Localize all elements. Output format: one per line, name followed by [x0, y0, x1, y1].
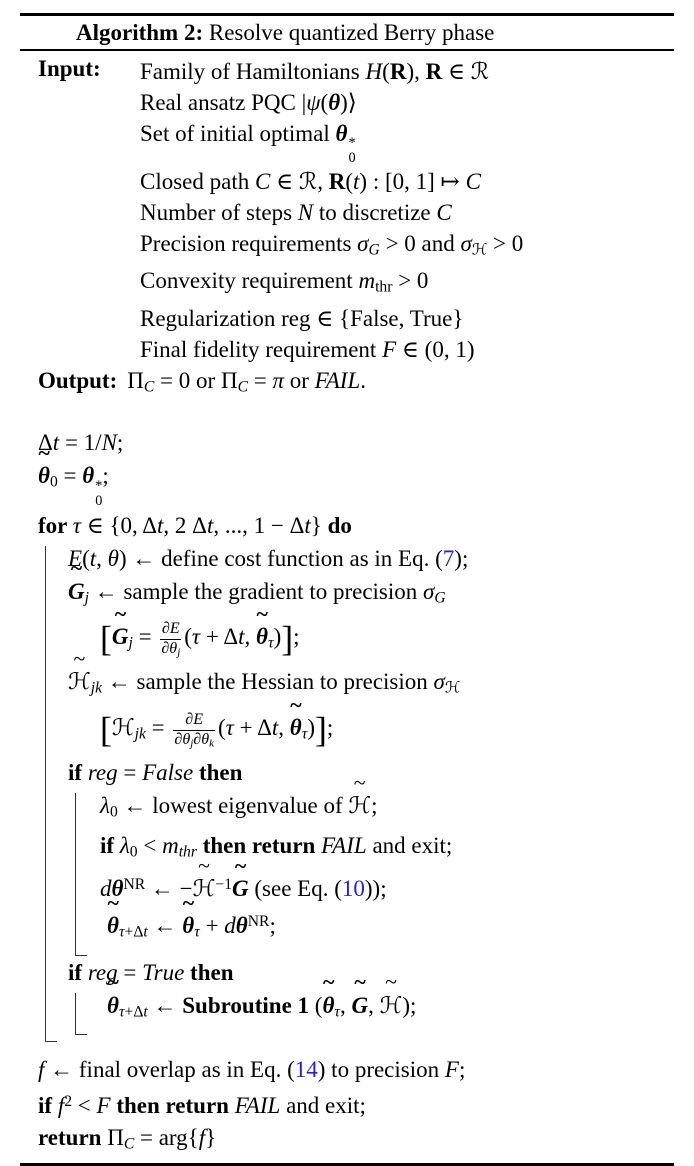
math-token: θ ~ — [256, 620, 268, 653]
math-token: ( — [218, 714, 226, 740]
math-token: ℋ — [111, 714, 135, 740]
math-token: jk — [134, 725, 146, 743]
math-token: H — [365, 58, 383, 84]
math-token: ( — [320, 89, 329, 115]
math-token: NR — [247, 913, 270, 931]
math-token: Π — [220, 367, 238, 393]
math-token: for — [38, 512, 73, 538]
math-token: = — [145, 714, 171, 740]
if-false-header — [68, 756, 674, 789]
math-token: Subroutine 1 — [182, 992, 310, 1018]
math-token: F — [96, 1093, 111, 1119]
math-token: G ~ — [68, 575, 85, 608]
math-token: −1 — [215, 876, 233, 894]
math-token: t — [143, 1003, 148, 1021]
math-token: θ ~ — [290, 711, 302, 744]
math-token: +Δ — [124, 923, 144, 941]
eq-ref-link[interactable]: 10 — [341, 876, 365, 902]
if-statement — [100, 829, 674, 868]
math-token: Set of initial optimal — [140, 120, 336, 146]
math-token: ℋ — [471, 241, 488, 259]
math-token: t — [271, 714, 279, 740]
math-token: (see Eq. ( — [248, 876, 342, 902]
if-statement — [107, 905, 674, 948]
math-token: λ — [100, 793, 110, 819]
math-token: t — [89, 545, 97, 571]
math-token: G — [368, 241, 380, 259]
math-token: θ — [335, 120, 348, 146]
algorithm-box — [20, 13, 674, 1166]
final-statements — [20, 1054, 674, 1160]
math-token: ← lowest eigenvalue of — [117, 793, 349, 819]
math-token: > 0 — [392, 268, 429, 294]
input-label: Input: — [38, 55, 101, 81]
loop-statement — [68, 665, 674, 704]
math-token: λ — [119, 832, 130, 858]
input-block — [38, 56, 674, 365]
math-token: , — [96, 545, 108, 571]
math-token: Closed path — [140, 168, 255, 194]
math-token: k — [209, 737, 214, 750]
math-token: θ ~ — [107, 909, 119, 942]
math-token: τ — [72, 512, 81, 538]
math-token: ) to precision — [317, 1057, 445, 1083]
math-token: f — [198, 1125, 206, 1151]
math-token: Family of Hamiltonians — [140, 58, 366, 84]
math-token: j — [128, 634, 133, 652]
math-token: , 2 Δ — [163, 512, 207, 538]
math-token: Δ — [38, 430, 53, 456]
math-token: } — [205, 1125, 217, 1151]
math-token: m — [162, 832, 179, 858]
math-token: θ — [235, 913, 248, 939]
math-token: R — [328, 168, 346, 194]
math-token: . — [360, 367, 367, 393]
math-token: ← — [147, 992, 183, 1018]
statement-line — [38, 426, 674, 459]
math-token: ∈ ℛ, — [270, 168, 329, 194]
math-token: ← final overlap as in Eq. ( — [44, 1057, 295, 1083]
math-token: t — [157, 512, 164, 538]
math-token: C — [436, 199, 452, 225]
math-token: + Δ — [200, 624, 239, 650]
math-token: then — [198, 760, 243, 786]
math-token: t — [304, 512, 311, 538]
math-token: Number of steps — [140, 199, 298, 225]
math-token: jk — [90, 679, 103, 697]
math-token: ); — [402, 992, 417, 1018]
math-token: τ — [301, 725, 308, 743]
math-token: = — [247, 367, 273, 393]
math-token: σ — [433, 669, 445, 695]
math-token: [ — [100, 618, 112, 659]
input-line — [140, 87, 674, 118]
math-token: ; — [293, 624, 300, 650]
math-token: , — [278, 714, 290, 740]
math-token: < — [72, 1093, 97, 1119]
formula-line — [100, 705, 674, 756]
math-token: ; — [371, 793, 378, 819]
math-token: G ~ — [352, 989, 369, 1022]
math-token: ( — [82, 545, 90, 571]
math-token: Real ansatz PQC | — [140, 89, 307, 115]
math-token: do — [327, 512, 352, 538]
sup-sub-stack: * 0 — [348, 135, 356, 166]
math-token: E — [193, 711, 204, 729]
math-token: N — [101, 430, 117, 456]
math-token: G ~ — [112, 620, 129, 653]
math-token: τ — [267, 634, 274, 652]
math-token: τ — [118, 1003, 125, 1021]
math-token: ∈ (0, 1) — [396, 336, 475, 362]
math-token: ; — [116, 430, 124, 456]
math-token: ∈ {0, Δ — [80, 512, 158, 538]
math-token: G ~ — [232, 872, 249, 905]
math-token: f — [57, 1093, 65, 1119]
math-token: ψ — [306, 89, 321, 115]
math-token: θ — [107, 545, 119, 571]
math-token: C — [465, 168, 481, 194]
math-token: f — [38, 1057, 45, 1083]
math-token: ( — [382, 58, 390, 84]
math-token: + — [199, 913, 225, 939]
math-token: ∂ — [174, 730, 183, 748]
math-token: t — [206, 512, 214, 538]
math-token: R — [425, 58, 443, 84]
math-token: ) — [273, 624, 282, 650]
algorithm-body — [20, 426, 674, 1042]
math-token: j — [84, 589, 89, 607]
math-token: ); — [454, 545, 469, 571]
math-token: E — [68, 545, 83, 571]
math-token: θ ~ — [38, 459, 50, 492]
algorithm-title — [20, 16, 674, 49]
math-token: N — [297, 199, 314, 225]
math-token: True — [142, 959, 185, 985]
math-token: Resolve quantized Berry phase — [203, 20, 495, 45]
io-section — [20, 51, 674, 403]
math-token: ) : [0, 1] ↦ — [359, 168, 466, 194]
math-token: ( — [345, 168, 354, 194]
math-token: Final fidelity requirement — [140, 336, 383, 362]
math-token: ℋ ~ — [380, 989, 403, 1022]
math-token: < — [137, 832, 163, 858]
math-token: )); — [364, 876, 387, 902]
math-token: d — [224, 913, 236, 939]
math-token: if — [68, 959, 88, 985]
math-token: + Δ — [233, 714, 272, 740]
math-token: θ — [82, 463, 95, 489]
math-token: to discretize — [313, 199, 437, 225]
math-token: F — [382, 336, 397, 362]
math-token: θ — [328, 89, 341, 115]
math-token: ℋ ~ — [68, 665, 91, 698]
math-token: ; — [102, 463, 109, 489]
math-token: , ..., 1 − Δ — [213, 512, 305, 538]
math-token: if — [68, 760, 88, 786]
math-token: t — [52, 430, 60, 456]
math-token: E — [169, 620, 180, 638]
math-token: thr — [178, 843, 197, 861]
math-token: then return — [116, 1093, 229, 1119]
math-token: = — [117, 760, 143, 786]
math-token: = — [117, 959, 143, 985]
math-token: 2 — [64, 1093, 73, 1111]
math-token: > 0 — [487, 230, 524, 256]
math-token: j — [190, 737, 194, 750]
math-token: ; — [269, 913, 276, 939]
math-token: ∂ — [161, 620, 170, 638]
math-token: ← sample the Hessian to precision — [102, 669, 434, 695]
input-line — [140, 303, 674, 334]
math-token: σ — [423, 578, 435, 604]
eq-ref-link[interactable]: 14 — [294, 1057, 318, 1083]
math-token: if — [100, 832, 120, 858]
input-line — [140, 118, 674, 166]
math-token: ) — [307, 714, 316, 740]
math-token: j — [177, 646, 181, 659]
math-token: ℋ ~ — [348, 789, 371, 822]
math-token: ( — [184, 624, 192, 650]
math-token: t — [238, 624, 245, 650]
math-token: = 1/ — [59, 430, 102, 456]
math-token: θ — [111, 876, 124, 902]
math-token: ( — [309, 992, 323, 1018]
if-statement — [100, 789, 674, 828]
loop-statement — [68, 542, 674, 575]
math-token: σ — [460, 230, 472, 256]
input-lines — [140, 56, 674, 365]
math-token: , — [340, 992, 352, 1018]
math-token: thr — [375, 278, 393, 296]
math-token: C — [123, 1135, 135, 1153]
math-token: or — [284, 367, 315, 393]
math-token: ℋ — [444, 679, 461, 697]
math-token: , — [368, 992, 380, 1018]
math-token: τ — [191, 624, 201, 650]
math-token: then return — [202, 832, 316, 858]
math-token: NR — [123, 876, 146, 894]
bottom-rule — [20, 1163, 674, 1166]
input-line — [140, 334, 674, 365]
math-token: 0 — [49, 473, 58, 491]
math-token: ← — [147, 913, 183, 939]
if-true-header — [68, 956, 674, 989]
math-token: and exit; — [366, 832, 453, 858]
math-token: ← sample the gradient to precision — [88, 578, 424, 604]
math-token: ] — [281, 618, 294, 659]
math-token: ; — [458, 1057, 466, 1083]
math-token: ] — [315, 709, 327, 750]
math-token: [ — [100, 709, 112, 750]
statement-line — [38, 459, 674, 508]
math-token: FAIL — [234, 1093, 281, 1119]
math-token: τ — [334, 1003, 340, 1021]
formula-line — [100, 614, 674, 665]
input-line — [140, 166, 674, 197]
math-token: ← − — [145, 876, 193, 902]
math-token: ∂ — [185, 711, 194, 729]
math-token: Π — [127, 367, 144, 393]
input-line — [140, 228, 674, 265]
math-token: 0 — [109, 803, 118, 821]
final-statement — [38, 1054, 674, 1086]
math-token: , — [244, 624, 257, 650]
math-token: Π — [107, 1125, 124, 1151]
math-token: τ — [225, 714, 234, 740]
math-token: 0 — [129, 843, 138, 861]
math-token: m — [358, 268, 376, 294]
math-token: t — [353, 168, 360, 194]
if-statement — [107, 989, 674, 1028]
math-token: θ — [182, 730, 191, 748]
final-statement — [38, 1086, 674, 1122]
math-token: θ ~ — [107, 989, 119, 1022]
if-true-body — [75, 989, 674, 1035]
math-token: False — [142, 760, 194, 786]
sup-sub-stack: * 0 — [95, 477, 103, 509]
math-token: = arg{ — [134, 1125, 199, 1151]
math-token: G — [434, 589, 446, 607]
math-token: θ ~ — [322, 989, 334, 1022]
math-token: F — [444, 1057, 459, 1083]
math-token: if — [38, 1093, 58, 1119]
final-statement — [38, 1122, 674, 1160]
fraction — [160, 620, 181, 659]
math-token: ∂ — [193, 730, 202, 748]
math-token: and exit; — [280, 1093, 366, 1119]
for-loop-body — [45, 542, 674, 1043]
for-loop-header — [38, 509, 674, 542]
input-line — [140, 56, 674, 87]
math-token: Algorithm 2: — [76, 20, 204, 45]
math-token: t — [143, 923, 148, 941]
math-token: FAIL — [321, 832, 367, 858]
math-token: θ — [169, 639, 178, 657]
math-token: C — [143, 378, 155, 396]
math-token: Convexity requirement — [140, 268, 359, 294]
math-token: +Δ — [124, 1003, 144, 1021]
math-token: ∂ — [161, 639, 170, 657]
input-line — [140, 197, 674, 228]
fraction — [173, 711, 215, 750]
math-token: d — [100, 876, 112, 902]
math-token: reg — [87, 959, 118, 985]
math-token: π — [272, 367, 284, 393]
if-false-body — [75, 789, 674, 955]
math-token: = — [57, 463, 83, 489]
math-token: return — [38, 1125, 108, 1151]
math-token: R — [389, 58, 407, 84]
math-token: C — [255, 168, 271, 194]
math-token: ; — [326, 714, 334, 740]
output-block — [38, 365, 674, 402]
eq-ref-link[interactable]: 7 — [442, 545, 455, 571]
output-label: Output: — [38, 367, 118, 393]
math-token: θ ~ — [182, 909, 194, 942]
input-line — [140, 265, 674, 302]
loop-statement — [68, 575, 674, 614]
math-token: Precision requirements — [140, 230, 358, 256]
math-token: θ — [201, 730, 210, 748]
math-token: reg — [87, 760, 118, 786]
math-token: σ — [357, 230, 369, 256]
math-token: τ — [118, 923, 125, 941]
math-token: C — [237, 378, 248, 396]
math-token: then — [190, 959, 234, 985]
math-token: > 0 and — [379, 230, 461, 256]
math-token: ℋ ~ — [193, 872, 216, 905]
math-token: ∈ ℛ — [442, 58, 490, 84]
math-token: FAIL — [314, 367, 361, 393]
output-line — [127, 367, 367, 396]
math-token: = — [132, 624, 158, 650]
math-token: )⟩ — [340, 89, 357, 115]
math-token: ), — [406, 58, 426, 84]
math-token: τ — [194, 923, 200, 941]
math-token: } — [310, 512, 328, 538]
math-token: Regularization reg ∈ {False, True} — [140, 305, 464, 331]
math-token: ) ← define cost function as in Eq. ( — [118, 545, 443, 571]
math-token: = 0 or — [154, 367, 221, 393]
